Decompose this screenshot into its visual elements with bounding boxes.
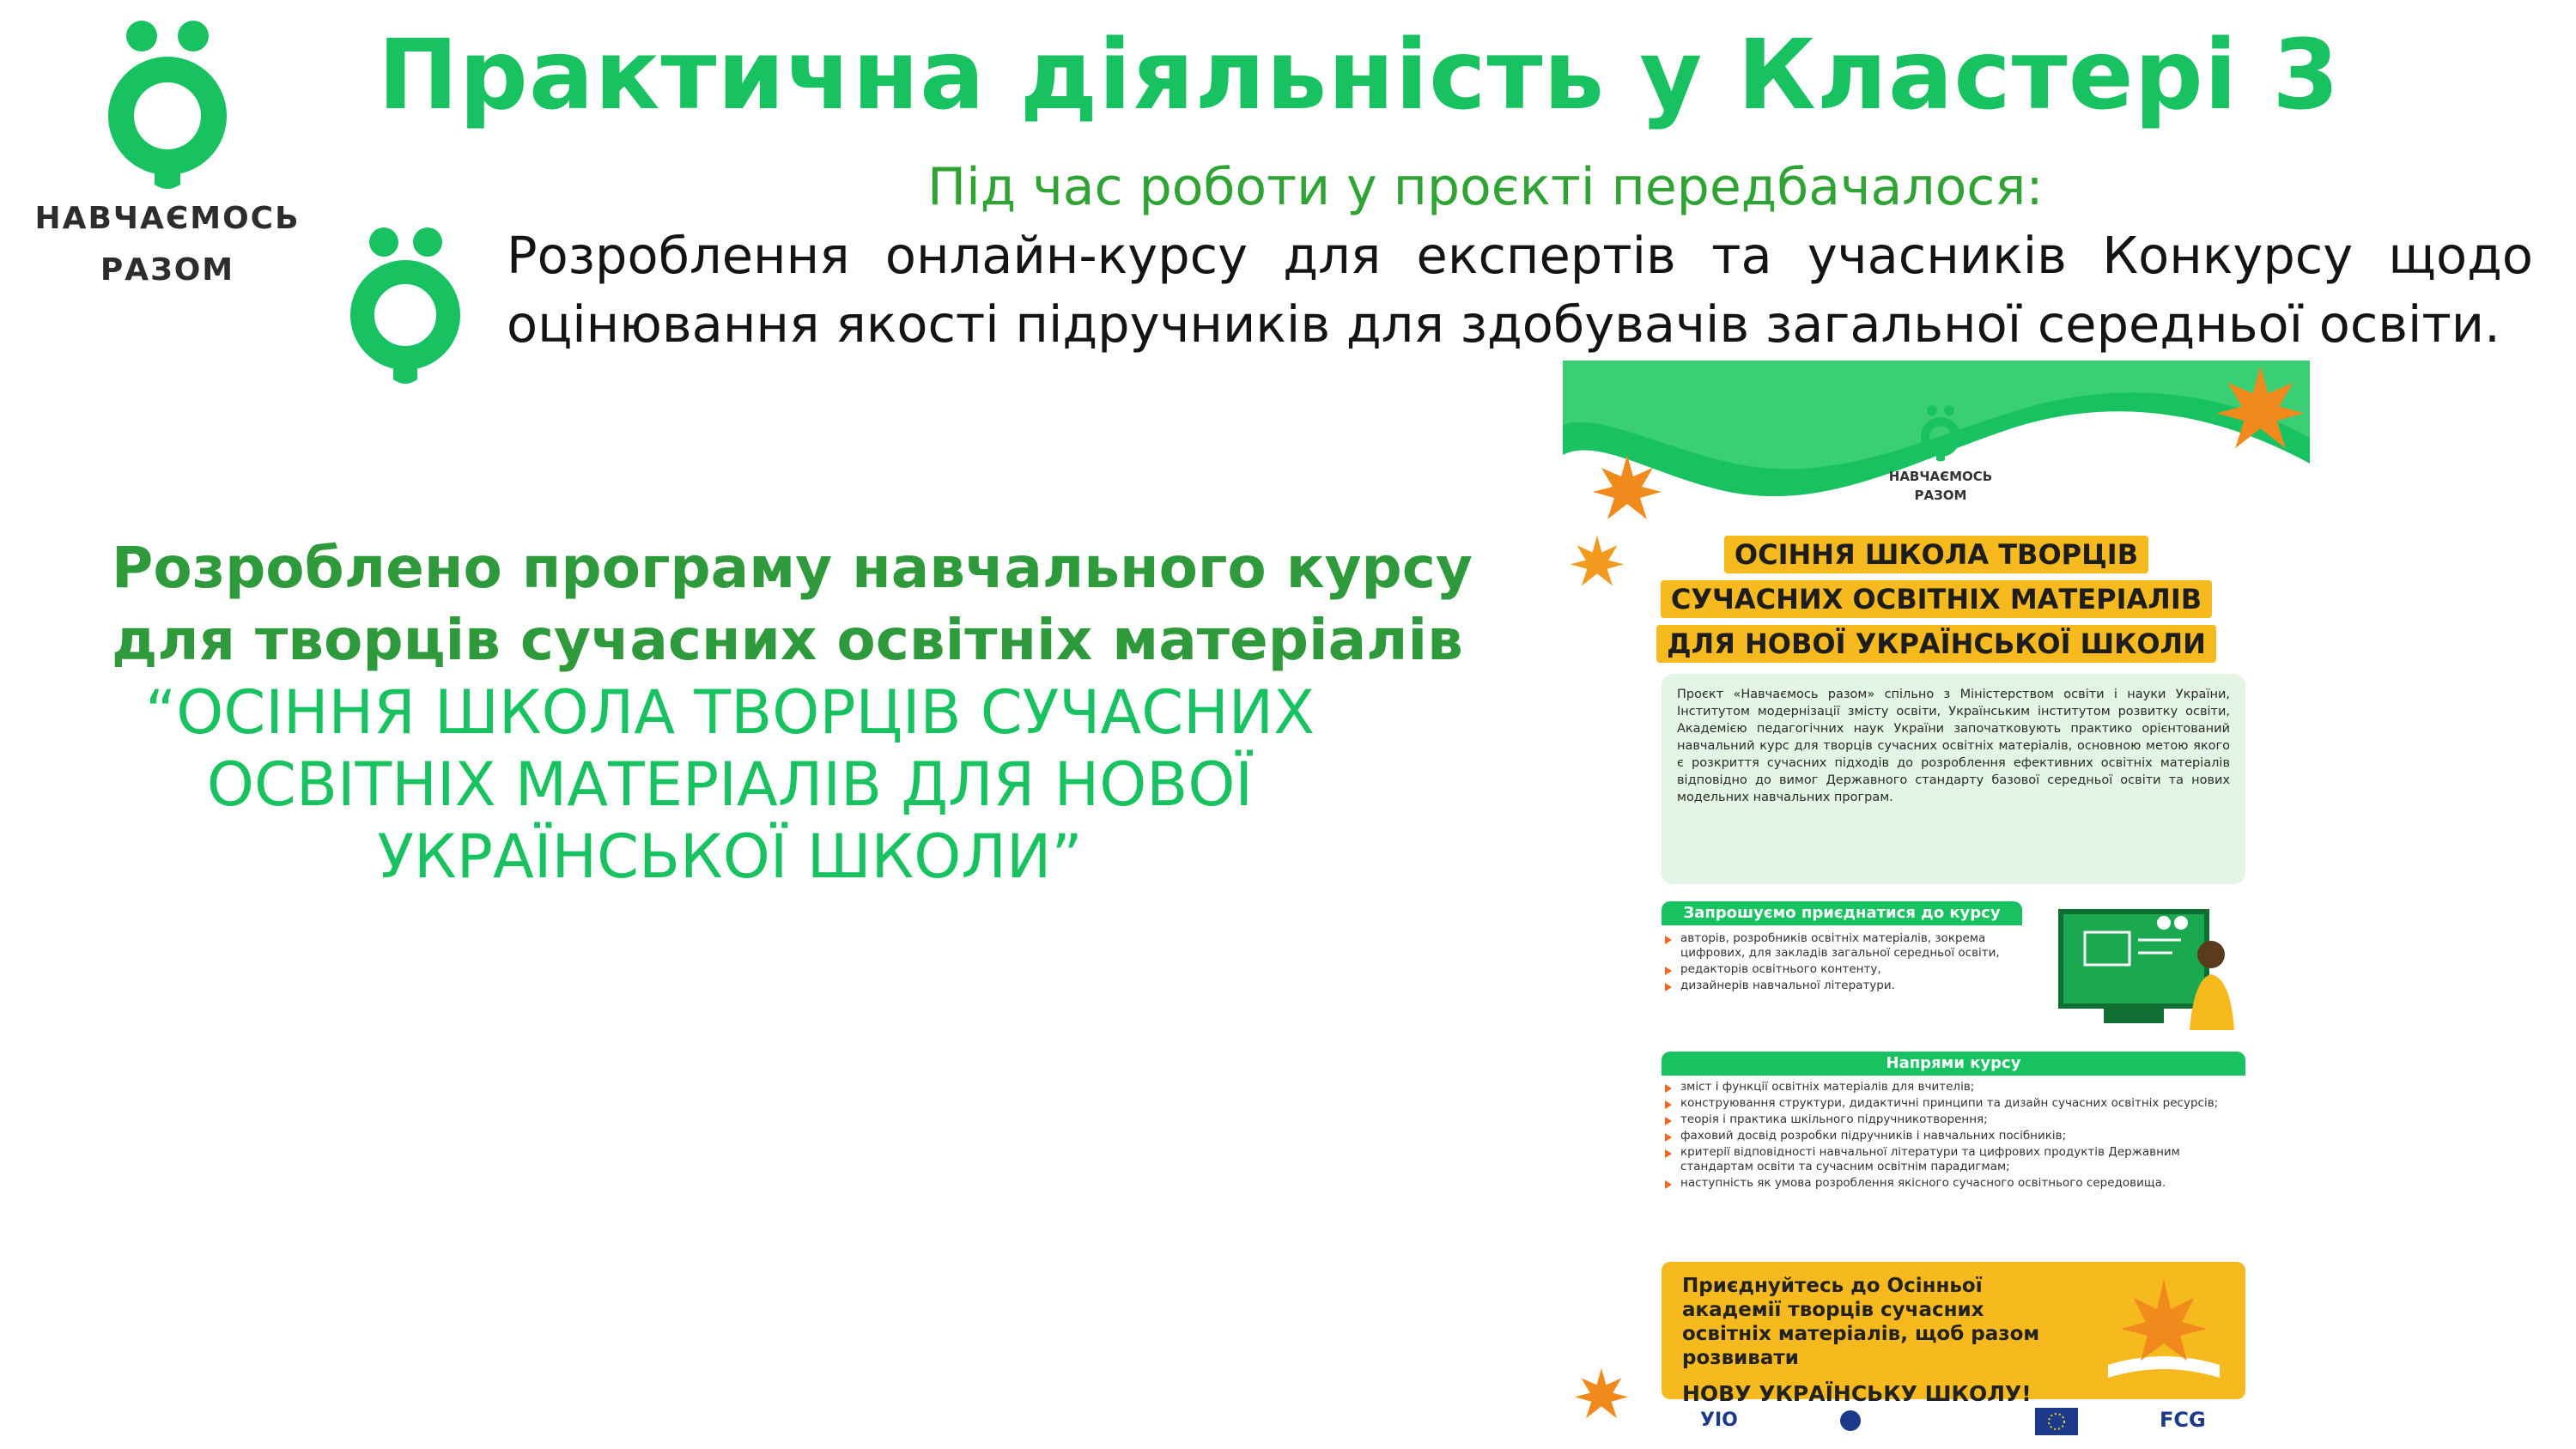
poster-logo-line1: НАВЧАЄМОСЬ xyxy=(1888,469,1993,484)
poster-cta-emphasis: НОВУ УКРАЇНСЬКУ ШКОЛУ! xyxy=(1682,1381,2032,1406)
teacher-illustration xyxy=(2052,901,2245,1030)
logo-mark-icon xyxy=(1919,403,1962,464)
eu-flag-icon xyxy=(2035,1408,2078,1435)
maple-leaf-on-book-icon xyxy=(2099,1270,2228,1391)
page-subtitle: Під час роботи у проєкті передбачалося: xyxy=(927,157,2044,217)
maple-leaf-icon xyxy=(1589,451,1666,528)
program-line-1: Розроблено програму навчального курсу xyxy=(112,535,1473,601)
program-quote-1: “ОСІННЯ ШКОЛА ТВОРЦІВ СУЧАСНИХ xyxy=(144,677,1315,748)
program-quote-3: УКРАЇНСЬКОЇ ШКОЛИ” xyxy=(377,822,1083,892)
list-item: зміст і функції освітніх матеріалів для вчителів; xyxy=(1662,1080,2245,1094)
course-poster xyxy=(1563,361,2310,1440)
poster-heading-3: ДЛЯ НОВОЇ УКРАЇНСЬКОЇ ШКОЛИ xyxy=(1656,625,2216,663)
list-item: критерії відповідності навчальної літератури та цифрових продуктів Державним стандартам освіти та сучасним освітнім парадигмам; xyxy=(1662,1145,2245,1174)
poster-heading xyxy=(1563,532,2310,666)
list-item: конструювання структури, дидактичні принципи та дизайн сучасних освітніх ресурсів; xyxy=(1662,1096,2245,1111)
list-item: дизайнерів навчальної літератури. xyxy=(1662,979,2022,993)
small-logo-icon xyxy=(348,225,464,391)
poster-logo-line2: РАЗОМ xyxy=(1914,488,1967,503)
poster-invite-list xyxy=(1662,931,2022,995)
navchaemos-razom-logo xyxy=(26,17,309,296)
poster-partner-logos xyxy=(1692,1404,2224,1437)
list-item: авторів, розробників освітніх матеріалів, зокрема цифрових, для закладів загальної середньої освіти, xyxy=(1662,931,2022,961)
poster-heading-2: СУЧАСНИХ ОСВІТНІХ МАТЕРІАЛІВ xyxy=(1661,580,2212,618)
logo-mark-icon xyxy=(103,17,232,193)
poster-description-box xyxy=(1662,674,2245,884)
poster-directions-list xyxy=(1662,1080,2245,1192)
list-item: редакторів освітнього контенту, xyxy=(1662,962,2022,977)
logo-text-line2: РАЗОМ xyxy=(100,252,235,288)
list-item: теорія і практика шкільного підручникотворення; xyxy=(1662,1113,2245,1127)
poster-cta-text: Приєднуйтесь до Осінньої академії творців сучасних освітніх матеріалів, щоб разом розвивати xyxy=(1682,1275,2040,1369)
poster-directions-title: Напрями курсу xyxy=(1662,1052,2245,1076)
intro-text: Розроблення онлайн-курсу для експертів та учасників Конкурсу щодо оцінювання якості підручників для здобувачів загальної середньої освіти. xyxy=(507,226,2533,354)
poster-description: Проєкт «Навчаємось разом» спільно з Міністерством освіти і науки України, Інститутом модернізації змісту освіти, Українським інститутом розвитку освіти, Академією педагогічних наук України започатковують практико орієнтований навчальний курс для творців сучасних освітніх матеріалів, основною метою якого є розкриття сучасних підходів до розроблення ефективних освітніх матеріалів відповідно до вимог Державного стандарту базової середньої освіти та нових модельних навчальних програм. xyxy=(1677,688,2230,804)
poster-call-to-action xyxy=(1662,1262,2245,1406)
partner-logo-fcg: FCG xyxy=(2160,1408,2206,1432)
list-item: наступність як умова розроблення якісного сучасного освітнього середовища. xyxy=(1662,1176,2245,1191)
program-quote-2: ОСВІТНІХ МАТЕРІАЛІВ ДЛЯ НОВОЇ xyxy=(206,749,1254,820)
poster-heading-1: ОСІННЯ ШКОЛА ТВОРЦІВ xyxy=(1724,536,2148,573)
list-item: фаховий досвід розробки підручників і навчальних посібників; xyxy=(1662,1129,2245,1143)
maple-leaf-icon xyxy=(2211,361,2310,459)
poster-logo xyxy=(1880,403,2001,505)
partner-emblem-icon xyxy=(1838,1408,1872,1434)
logo-text-line1: НАВЧАЄМОСЬ xyxy=(34,201,301,236)
poster-invite-title: Запрошуємо приєднатися до курсу xyxy=(1662,901,2022,925)
partner-logo-1: УІО xyxy=(1700,1410,1738,1431)
page-title: Практична діяльність у Кластері 3 xyxy=(378,20,2341,131)
program-line-2: для творців сучасних освітніх матеріалів xyxy=(112,607,1463,673)
maple-leaf-icon xyxy=(1571,1365,1631,1425)
program-description xyxy=(112,532,1485,893)
